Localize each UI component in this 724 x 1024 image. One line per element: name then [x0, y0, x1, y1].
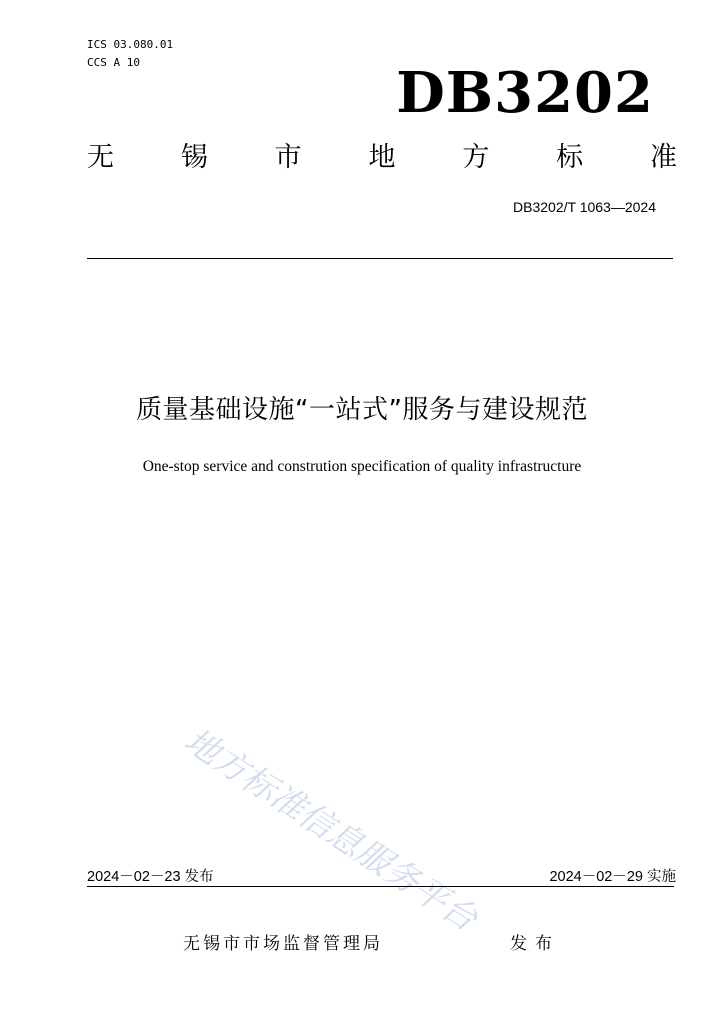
watermark: 地方标准信息服务平台: [177, 720, 485, 940]
issue-label: 发布: [510, 934, 560, 954]
level-char: 准: [649, 142, 677, 173]
standard-code-logo: DB3202: [396, 60, 654, 126]
ics-code: ICS 03.080.01: [87, 38, 174, 51]
ccs-code: CCS A 10: [87, 56, 140, 69]
implement-date: 2024－02－29 实施: [549, 869, 676, 885]
level-char: 市: [274, 142, 302, 173]
issuing-authority: 无锡市市场监督管理局: [183, 934, 383, 954]
level-char: 锡: [180, 142, 208, 173]
standard-level: [87, 140, 677, 176]
document-title-chinese: 质量基础设施“一站式”服务与建设规范: [136, 395, 588, 425]
level-char: 地: [368, 142, 396, 173]
header-divider: [87, 258, 673, 259]
document-title-english: One-stop service and constrution specification of quality infrastructure: [142, 458, 582, 475]
footer-divider: [87, 886, 674, 887]
level-char: 标: [556, 142, 584, 173]
standard-number: DB3202/T 1063—2024: [513, 199, 656, 215]
publish-date: 2024－02－23 发布: [87, 869, 214, 885]
level-char: 无: [87, 142, 114, 173]
level-char: 方: [462, 142, 490, 173]
